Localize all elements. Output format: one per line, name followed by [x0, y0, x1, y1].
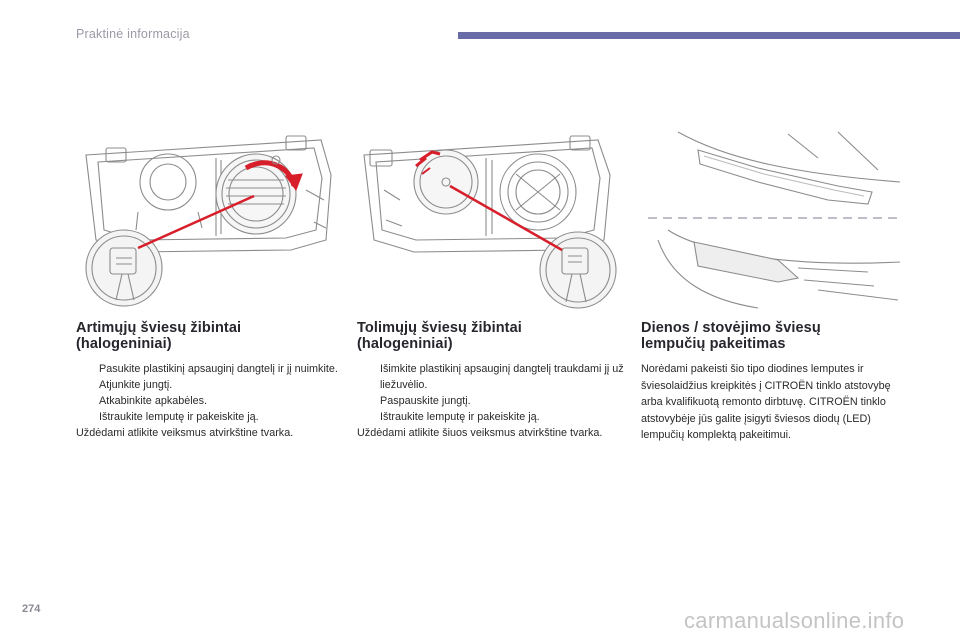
step-item [357, 409, 625, 425]
step-item [76, 393, 341, 409]
step-text: Atjunkite jungtį. [99, 379, 173, 391]
high-beam-note: Uždėdami atlikite šiuos veiksmus atvirkštine tvarka. [357, 427, 603, 439]
step-item [76, 409, 341, 425]
page-number: 274 [22, 603, 41, 615]
header-title: Praktinė informacija [76, 27, 190, 41]
step-text: Ištraukite lemputę ir pakeiskite ją. [99, 411, 259, 423]
low-beam-title-line2: (halogeniniai) [76, 336, 172, 352]
watermark: carmanualsonline.info [684, 608, 905, 633]
high-beam-illustration [356, 130, 618, 310]
step-item [357, 393, 625, 409]
daytime-lamps-section [641, 320, 903, 444]
daytime-lamps-illustration [638, 130, 908, 310]
step-text: Atkabinkite apkabėles. [99, 395, 208, 407]
high-beam-title-line1: Tolimųjų šviesų žibintai [357, 320, 522, 336]
step-item [76, 361, 341, 377]
header-accent-bar [458, 32, 960, 39]
step-text: Paspauskite jungtį. [380, 395, 471, 407]
step-item [76, 377, 341, 393]
step-item [357, 361, 625, 393]
daytime-lamps-title [641, 320, 903, 352]
low-beam-illustration [76, 130, 338, 310]
high-beam-title [357, 320, 625, 352]
daytime-lamps-title-line1: Dienos / stovėjimo šviesų [641, 320, 821, 336]
low-beam-section [76, 320, 341, 441]
daytime-lamps-paragraph: Norėdami pakeisti šio tipo diodines lemputes ir šviesolaidžius kreipkitės į CITROËN tinklo atstovybę arba kvalifikuotą remonto dirbtuvę. CITROËN tinklo atstovybėje jūs galite įsigyti šviesos diodų (LED) lempučių komplektą pakeitimui. [641, 363, 891, 442]
step-text: Išimkite plastikinį apsauginį dangtelį traukdami jį už liežuvėlio. [380, 363, 624, 391]
high-beam-title-line2: (halogeniniai) [357, 336, 453, 352]
daytime-lamps-title-line2: lempučių pakeitimas [641, 336, 786, 352]
step-text: Pasukite plastikinį apsauginį dangtelį ir jį nuimkite. [99, 363, 338, 375]
low-beam-steps [76, 361, 341, 425]
low-beam-note: Uždėdami atlikite veiksmus atvirkštine tvarka. [76, 427, 294, 439]
high-beam-steps [357, 361, 625, 425]
low-beam-title [76, 320, 341, 352]
low-beam-title-line1: Artimųjų šviesų žibintai [76, 320, 242, 336]
high-beam-section [357, 320, 625, 441]
step-text: Ištraukite lemputę ir pakeiskite ją. [380, 411, 540, 423]
